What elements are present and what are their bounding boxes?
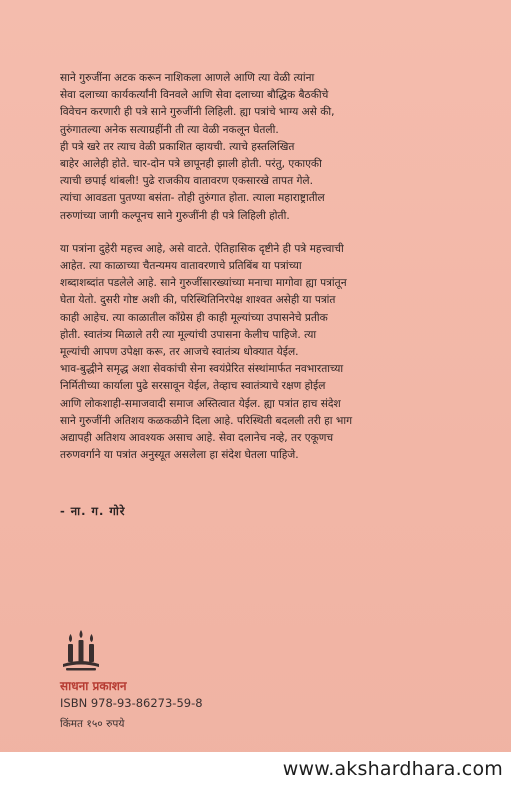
- publisher-name: साधना प्रकाशन: [60, 679, 127, 693]
- text-line: या पत्रांना दुहेरी महत्त्व आहे, असे वाटते. ऐतिहासिक दृष्टीने ही पत्रे महत्त्वाची: [60, 242, 344, 255]
- text-line: विवेचन करणारी ही पत्रे साने गुरुजींनी लिहिली. ह्या पत्रांचे भाग्य असे की,: [60, 106, 335, 119]
- isbn-number: ISBN 978-93-86273-59-8: [60, 696, 203, 710]
- text-line: घेता येतो. दुसरी गोष्ट अशी की, परिस्थितिनिरपेक्ष शाश्वत असेही या पत्रांत: [60, 294, 336, 307]
- text-line: आणि लोकशाही-समाजवादी समाज अस्तित्वात येईल. ह्या पत्रांत हाच संदेश: [60, 397, 341, 410]
- text-line: ही पत्रे खरे तर त्याच वेळी प्रकाशित व्हायची. त्याचे हस्तलिखित: [60, 140, 295, 153]
- text-line: निर्मितीच्या कार्याला पुढे सरसावून येईल, तेव्हाच स्वातंत्र्याचे रक्षण होईल: [60, 380, 326, 393]
- blurb-text: [60, 70, 475, 464]
- text-line: सेवा दलाच्या कार्यकर्त्यांनी विनवले आणि सेवा दलाच्या बौद्धिक बैठकीचे: [60, 89, 329, 102]
- text-line: त्याची छपाई थांबली! पुढे राजकीय वातावरण एकसारखे तापत गेले.: [60, 175, 313, 188]
- text-line: अद्यापही अतिशय आवश्यक असाच आहे. सेवा दलानेच नव्हे, तर एकूणच: [60, 432, 334, 445]
- text-line: काही आहेच. त्या काळातील काँग्रेस ही काही मूल्यांच्या उपासनेचे प्रतीक: [60, 311, 328, 324]
- text-line: भाव-बुद्धीने समृद्ध अशा सेवकांची सेना स्वयंप्रेरित संस्थांमार्फत नवभारताच्या: [60, 363, 344, 376]
- text-line: तुरुंगातल्या अनेक सत्याग्रहींनी ती त्या वेळी नकलून घेतली.: [60, 123, 279, 136]
- text-line: साने गुरुजींनी अतिशय कळकळीने दिला आहे. परिस्थिती बदलली तरी हा भाग: [60, 414, 353, 427]
- text-line: आहेत. त्या काळाच्या चैतन्यमय वातावरणाचे प्रतिबिंब या पत्रांच्या: [60, 260, 302, 273]
- text-line: मूल्यांची आपण उपेक्षा करू, तर आजचे स्वातंत्र्य धोक्यात येईल.: [60, 346, 299, 359]
- website-watermark: www.akshardhara.com: [282, 758, 503, 780]
- publisher-logo-icon: [60, 628, 102, 672]
- paragraph-1: [60, 70, 475, 225]
- text-line: त्यांचा आवडता पुतण्या बसंता- तोही तुरुंगात होता. त्याला महाराष्ट्रातील: [60, 192, 325, 205]
- text-line: होती. स्वातंत्र्य मिळाले तरी त्या मूल्यांची उपासना केलीच पाहिजे. त्या: [60, 328, 317, 341]
- text-line: बाहेर आलेही होते. चार-दोन पत्रे छापूनही झाली होती. परंतु, एकाएकी: [60, 158, 322, 171]
- paragraph-2: [60, 241, 475, 465]
- author-signature: - ना. ग. गोरे: [60, 504, 126, 518]
- price-label: किंमत १५० रुपये: [60, 718, 125, 730]
- text-line: शब्दाशब्दांत पडलेले आहे. साने गुरुजींसारख्यांच्या मनाचा मागोवा ह्या पत्रांतून: [60, 277, 347, 290]
- text-line: साने गुरुजींना अटक करून नाशिकला आणले आणि त्या वेळी त्यांना: [60, 72, 315, 84]
- text-line: तरुणांच्या जागी कल्पूनच साने गुरुजींनी ही पत्रे लिहिली होती.: [60, 209, 290, 222]
- text-line: तरुणवर्गाने या पत्रांत अनुस्यूत असलेला हा संदेश घेतला पाहिजे.: [60, 449, 299, 462]
